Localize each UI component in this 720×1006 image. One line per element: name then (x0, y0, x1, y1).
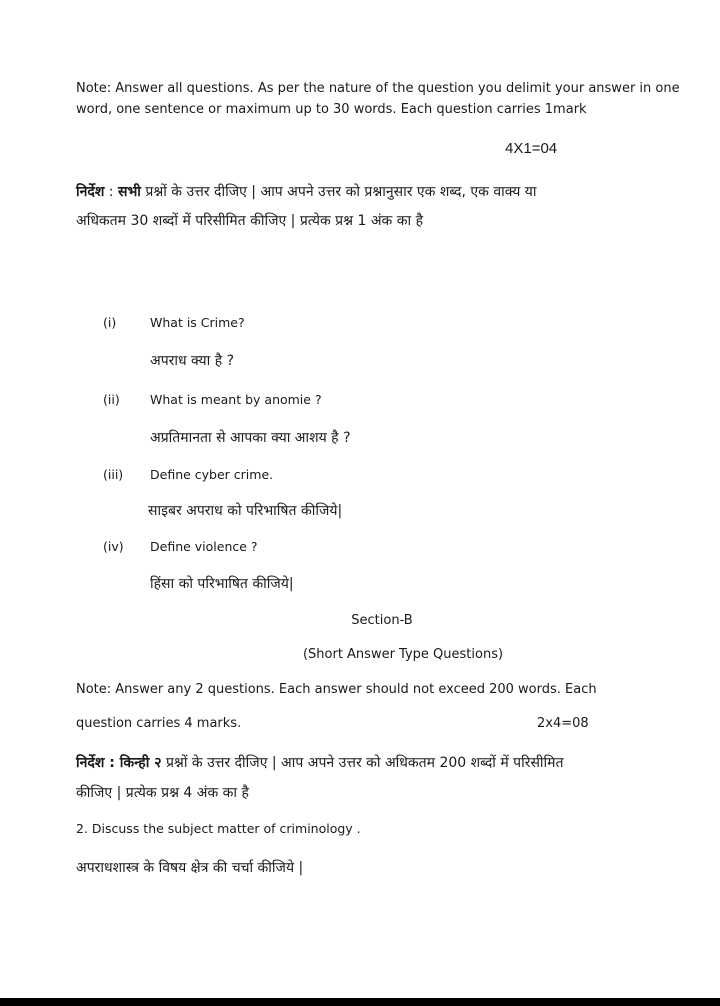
question-hindi: हिंसा को परिभाषित कीजिये| (150, 576, 294, 592)
nirdesh-label: निर्देश (76, 184, 105, 200)
note-line-1: Note: Answer all questions. As per the nature of the question you delimit your answer in one (76, 81, 680, 96)
question-number: (ii) (103, 392, 120, 407)
note-line-2: word, one sentence or maximum up to 30 words. Each question carries 1mark (76, 102, 587, 117)
question-hindi: अपराध क्या है ? (150, 353, 235, 369)
marks-allocation: 2x4=08 (537, 716, 589, 731)
section-title: Section-B (351, 613, 413, 628)
question-hindi: अपराधशास्त्र के विषय क्षेत्र की चर्चा कीजिये | (76, 860, 304, 876)
note-line-1: Note: Answer any 2 questions. Each answer should not exceed 200 words. Each (76, 682, 597, 697)
question-english: What is meant by anomie ? (150, 392, 322, 407)
nirdesh-separator: : (104, 184, 118, 200)
note-line-2: question carries 4 marks. (76, 716, 242, 731)
nirdesh-line-1 (76, 753, 564, 772)
nirdesh-label: निर्देश (76, 755, 105, 771)
nirdesh-line-1 (76, 182, 537, 201)
question-english: What is Crime? (150, 315, 245, 330)
nirdesh-text: प्रश्नों के उत्तर दीजिए | आप अपने उत्तर को अधिकतम 200 शब्दों में परिसीमित (161, 755, 564, 771)
question-hindi: साइबर अपराध को परिभाषित कीजिये| (148, 503, 343, 519)
nirdesh-text: प्रश्नों के उत्तर दीजिए | आप अपने उत्तर को प्रश्नानुसार एक शब्द, एक वाक्य या (140, 184, 537, 200)
question-english: Define violence ? (150, 539, 258, 554)
question-hindi: अप्रतिमानता से आपका क्या आशय है ? (150, 430, 351, 446)
section-subtitle: (Short Answer Type Questions) (302, 647, 504, 662)
question-number: (i) (103, 315, 117, 330)
question-english: 2. Discuss the subject matter of criminology . (76, 821, 361, 836)
page-bottom-border (0, 998, 720, 1006)
question-english: Define cyber crime. (150, 467, 274, 482)
question-number: (iv) (103, 539, 124, 554)
nirdesh-separator: : (104, 755, 120, 771)
question-number: (iii) (103, 467, 124, 482)
marks-allocation: 4X1=04 (505, 140, 558, 157)
nirdesh-line-2: अधिकतम 30 शब्दों में परिसीमित कीजिए | प्रत्येक प्रश्न 1 अंक का है (76, 213, 424, 229)
nirdesh-bold-word: सभी (117, 184, 141, 200)
nirdesh-bold-word: किन्ही २ (119, 755, 162, 771)
nirdesh-line-2: कीजिए | प्रत्येक प्रश्न 4 अंक का है (76, 785, 249, 801)
